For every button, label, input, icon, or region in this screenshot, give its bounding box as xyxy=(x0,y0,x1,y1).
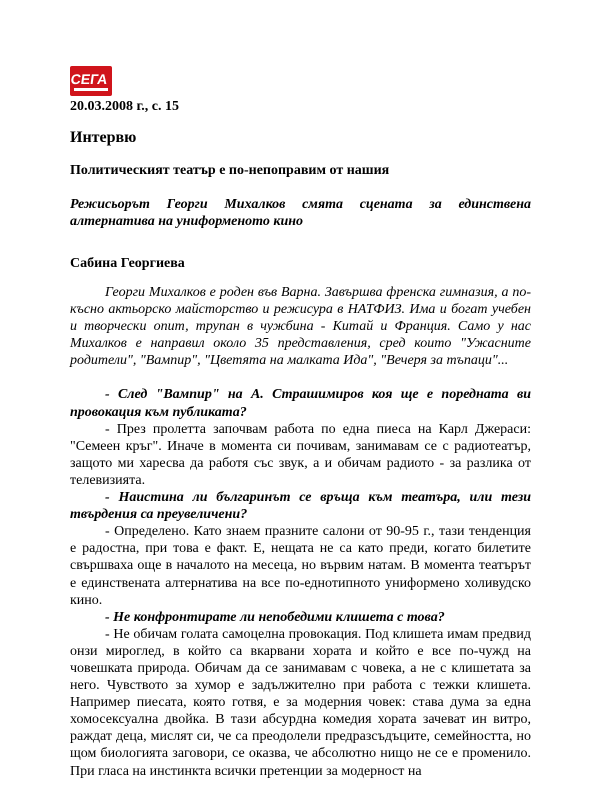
publication-date: 20.03.2008 г., с. 15 xyxy=(70,99,179,114)
article-subheadline: Режисьорът Георги Михалков смята сцената за единствена алтернатива на униформеното кино xyxy=(70,197,531,229)
svg-text:СЕГА: СЕГА xyxy=(70,71,109,87)
newspaper-logo xyxy=(70,66,112,96)
section-title: Интервю xyxy=(70,129,137,146)
article-body xyxy=(70,284,531,780)
interview-answer: - Не обичам голата самоцелна провокация. Под клишета имам предвид онзи мироглед, в който са вкарвани хората и който е все по-чужд на човешката природа. Обичам да се занимавам с човека, а не с клишетата за него. Чувството за хумор е задължително при работа с тежки клишета. Например пиесата, която готвя, е за модерния човек: става дума за една хомосексуална двойка. В тази абсурдна комедия хората зачеват ин витро, раждат деца, мислят си, че са преодолели предразсъдъците, семейността, но щом биологията заговори, се оказва, че абсолютно нищо не се е променило. При гласа на инстинкта всички претенции за модерност на xyxy=(70,626,531,779)
sega-logo-icon xyxy=(70,66,112,96)
author-name: Сабина Георгиева xyxy=(70,256,185,271)
interview-question: - Не конфронтирате ли непобедими клишета с това? xyxy=(105,609,445,625)
interview-answer: - През пролетта започвам работа по една пиеса на Карл Джераси: "Семеен кръг". Иначе в момента си почивам, занимавам се с радиотеатър, защото ми харесва да работя със звук, а и обичам радиото - за разлика от телевизията. xyxy=(70,421,531,488)
interview-answer: - Определено. Като знаем празните салони от 90-95 г., тази тенденция е радостна, при това е факт. Е, нещата не са като преди, когато билетите свършваха още в началото на месеца, но вървим натам. В момента театърът е единствената алтернатива на все по-еднотипното униформено холивудско кино. xyxy=(70,524,531,608)
intro-paragraph: Георги Михалков е роден във Варна. Завършва френска гимназия, а по-късно актьорско майсторство и режисура в НАТФИЗ. Има и богат учебен и творчески опит, трупан в чужбина - Китай и Франция. Само у нас Михалков е направил около 35 представления, сред които "Ужасните родители", "Вампир", "Цветята на малката Ида", "Вечеря за тъпаци"... xyxy=(70,285,531,369)
interview-qa xyxy=(70,386,531,779)
interview-question: - Наистина ли българинът се връща към театъра, или тези твърдения са преувеличени? xyxy=(70,490,531,523)
interview-question: - След "Вампир" на А. Страшимиров коя ще е поредната ви провокация към публиката? xyxy=(70,387,531,420)
article-headline: Политическият театър е по-непоправим от нашия xyxy=(70,163,390,178)
